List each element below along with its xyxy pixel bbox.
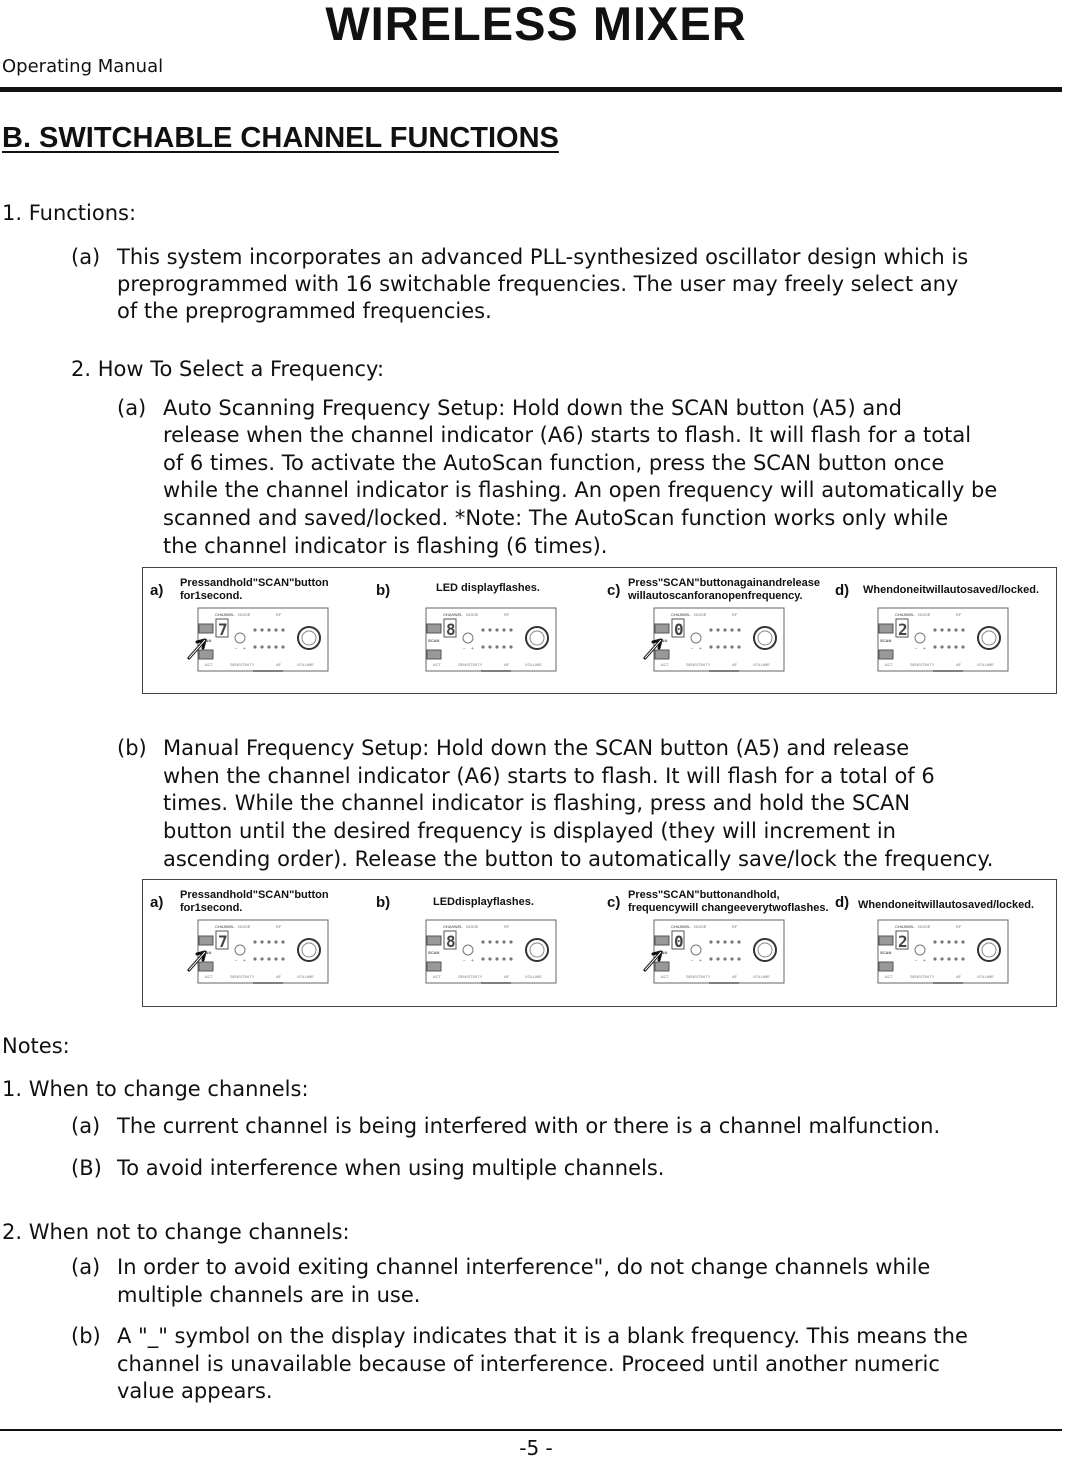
when-not-b-line-1: A "_" symbol on the display indicates that it is a blank frequency. This means the [117, 1324, 968, 1348]
when-not-a-label: (a) [71, 1255, 101, 1279]
af-label: AF [276, 662, 282, 667]
auto-line-5: scanned and saved/locked. *Note: The AutoScan function works only while [163, 506, 949, 530]
auto-line-1: Auto Scanning Frequency Setup: Hold down the SCAN button (A5) and [163, 396, 902, 420]
led-dot [947, 940, 950, 943]
led-dot [260, 645, 263, 648]
step-caption: LED displayflashes. [436, 582, 540, 594]
led-dot [502, 628, 505, 631]
led-dot [281, 645, 284, 648]
step-letter: d) [835, 582, 850, 599]
noise-label: NOISE [238, 612, 251, 617]
plus-label: + [699, 958, 702, 964]
led-dot [509, 957, 512, 960]
channel-digit: 0 [674, 932, 684, 951]
manual-line-5: ascending order). Release the button to automatically save/lock the frequency. [163, 847, 994, 871]
act-button [655, 650, 669, 659]
led-dot [954, 645, 957, 648]
act-label: ACT [885, 974, 893, 979]
auto-line-4: while the channel indicator is flashing. An open frequency will automatically be [163, 478, 998, 502]
receiver-panel [183, 918, 333, 988]
step-caption: LEDdisplayflashes. [433, 896, 534, 908]
led-dot [481, 940, 484, 943]
rf-label: RF [732, 924, 738, 929]
led-dot [940, 957, 943, 960]
volume-knob-inner [982, 631, 996, 645]
led-dot [709, 957, 712, 960]
channel-digit: 8 [446, 620, 456, 639]
led-dot [495, 940, 498, 943]
rf-label: RF [956, 924, 962, 929]
led-dot [481, 957, 484, 960]
led-dot [933, 645, 936, 648]
when-change-a-label: (a) [71, 1114, 101, 1138]
scan-button [879, 624, 893, 633]
led-dot [267, 645, 270, 648]
act-button [879, 650, 893, 659]
notes-heading: Notes: [2, 1034, 70, 1058]
volume-knob-inner [302, 631, 316, 645]
led-dot [260, 957, 263, 960]
functions-a-line-1: This system incorporates an advanced PLL-synthesized oscillator design which is [117, 245, 969, 269]
led-dot [730, 940, 733, 943]
minus-label: − [915, 646, 918, 652]
document-title: WIRELESS MIXER [325, 0, 747, 50]
led-dot [947, 957, 950, 960]
manual-line-1: Manual Frequency Setup: Hold down the SCAN button (A5) and release [163, 736, 910, 760]
led-dot [488, 940, 491, 943]
led-dot [488, 628, 491, 631]
led-dot [260, 940, 263, 943]
receiver-panel [863, 918, 1013, 988]
page-number: -5 - [519, 1436, 553, 1460]
af-label: AF [732, 662, 738, 667]
af-label: AF [504, 974, 510, 979]
channel-digit: 7 [218, 620, 228, 639]
header-rule [0, 87, 1062, 92]
led-dot [274, 628, 277, 631]
sensitivity-knob [915, 945, 925, 955]
volume-label: VOLUME [753, 662, 770, 667]
led-dot [281, 957, 284, 960]
led-dot [730, 645, 733, 648]
channel-label: CHANNEL [895, 924, 915, 929]
scan-button [655, 624, 669, 633]
led-dot [274, 940, 277, 943]
led-dot [961, 645, 964, 648]
led-dot [737, 940, 740, 943]
step-letter: b) [376, 894, 391, 911]
led-dot [947, 628, 950, 631]
volume-label: VOLUME [753, 974, 770, 979]
led-dot [716, 957, 719, 960]
minus-label: − [235, 646, 238, 652]
minus-label: − [235, 958, 238, 964]
scan-label: SCAN [656, 638, 668, 643]
step-letter: c) [607, 582, 621, 599]
led-dot [947, 645, 950, 648]
panel-a [189, 608, 328, 671]
led-dot [940, 628, 943, 631]
led-dot [723, 645, 726, 648]
functions-a-label: (a) [71, 245, 101, 269]
led-dot [502, 957, 505, 960]
led-dot [495, 628, 498, 631]
panel-b [426, 920, 556, 983]
auto-line-2: release when the channel indicator (A6) starts to flash. It will flash for a total [163, 423, 972, 447]
act-label: ACT [205, 974, 213, 979]
led-dot [940, 645, 943, 648]
led-dot [709, 645, 712, 648]
when-not-b-label: (b) [71, 1324, 101, 1348]
scan-button [879, 936, 893, 945]
channel-digit: 2 [898, 932, 908, 951]
sensitivity-label: SENSITIVITY [458, 974, 483, 979]
sensitivity-label: SENSITIVITY [230, 974, 255, 979]
minus-label: − [915, 958, 918, 964]
figure-autoscan [142, 567, 1057, 694]
minus-label: − [691, 646, 694, 652]
scan-label: SCAN [880, 638, 892, 643]
led-dot [281, 628, 284, 631]
led-dot [940, 940, 943, 943]
noise-label: NOISE [694, 924, 707, 929]
led-dot [716, 628, 719, 631]
volume-label: VOLUME [297, 974, 314, 979]
plus-label: + [243, 646, 246, 652]
noise-label: NOISE [466, 612, 479, 617]
led-dot [933, 957, 936, 960]
channel-digit: 0 [674, 620, 684, 639]
led-dot [709, 940, 712, 943]
led-dot [267, 628, 270, 631]
volume-knob-inner [758, 943, 772, 957]
act-label: ACT [433, 662, 441, 667]
when-change-b-text: To avoid interference when using multiple channels. [117, 1156, 665, 1180]
sensitivity-knob [915, 633, 925, 643]
scan-label: SCAN [200, 638, 212, 643]
act-label: ACT [433, 974, 441, 979]
led-dot [737, 645, 740, 648]
af-label: AF [504, 662, 510, 667]
led-dot [730, 957, 733, 960]
plus-label: + [923, 958, 926, 964]
scan-label: SCAN [656, 950, 668, 955]
led-dot [253, 645, 256, 648]
sensitivity-knob [463, 633, 473, 643]
step-caption: for1second. [180, 590, 243, 602]
led-dot [481, 628, 484, 631]
sensitivity-knob [463, 945, 473, 955]
document-subtitle: Operating Manual [2, 56, 164, 77]
volume-label: VOLUME [525, 974, 542, 979]
auto-line-6: the channel indicator is flashing (6 times). [163, 534, 608, 558]
channel-label: CHANNEL [443, 924, 463, 929]
volume-label: VOLUME [977, 662, 994, 667]
channel-label: CHANNEL [895, 612, 915, 617]
receiver-panel [411, 606, 561, 676]
led-dot [253, 940, 256, 943]
channel-label: CHANNEL [215, 612, 235, 617]
when-not-heading: 2. When not to change channels: [2, 1220, 350, 1244]
act-label: ACT [885, 662, 893, 667]
when-change-a-text: The current channel is being interfered with or there is a channel malfunction. [117, 1114, 941, 1138]
step-caption: Press"SCAN"buttonandhold, [628, 889, 780, 901]
led-dot [509, 645, 512, 648]
sensitivity-label: SENSITIVITY [458, 662, 483, 667]
sensitivity-label: SENSITIVITY [910, 974, 935, 979]
af-label: AF [956, 974, 962, 979]
led-dot [253, 628, 256, 631]
led-dot [502, 940, 505, 943]
volume-knob-inner [758, 631, 772, 645]
led-dot [730, 628, 733, 631]
act-label: ACT [205, 662, 213, 667]
led-dot [509, 940, 512, 943]
led-dot [481, 645, 484, 648]
led-dot [281, 940, 284, 943]
led-dot [495, 645, 498, 648]
led-dot [723, 957, 726, 960]
noise-label: NOISE [918, 924, 931, 929]
when-change-heading: 1. When to change channels: [2, 1077, 309, 1101]
channel-digit: 8 [446, 932, 456, 951]
step-caption: frequencywill changeeverytwoflashes. [628, 902, 829, 914]
section-heading: B. SWITCHABLE CHANNEL FUNCTIONS [2, 122, 559, 154]
sensitivity-label: SENSITIVITY [686, 974, 711, 979]
led-dot [709, 628, 712, 631]
scan-button [655, 936, 669, 945]
led-dot [260, 628, 263, 631]
sensitivity-knob [235, 945, 245, 955]
led-dot [253, 957, 256, 960]
channel-digit: 2 [898, 620, 908, 639]
receiver-panel [183, 606, 333, 676]
panel-b [426, 608, 556, 671]
minus-label: − [463, 646, 466, 652]
figure-manual [142, 879, 1057, 1007]
led-dot [509, 628, 512, 631]
af-label: AF [732, 974, 738, 979]
scan-button [427, 936, 441, 945]
led-dot [723, 940, 726, 943]
led-dot [274, 645, 277, 648]
channel-label: CHANNEL [671, 612, 691, 617]
receiver-panel [639, 606, 789, 676]
plus-label: + [471, 958, 474, 964]
channel-label: CHANNEL [215, 924, 235, 929]
sensitivity-label: SENSITIVITY [910, 662, 935, 667]
led-dot [737, 628, 740, 631]
receiver-panel [411, 918, 561, 988]
step-caption: willautoscanforanopenfrequency. [628, 590, 803, 602]
volume-knob-inner [530, 943, 544, 957]
af-label: AF [956, 662, 962, 667]
act-button [427, 962, 441, 971]
volume-label: VOLUME [297, 662, 314, 667]
led-dot [267, 940, 270, 943]
step-letter: a) [150, 582, 164, 599]
step-caption: Whendoneitwillautosaved/locked. [863, 584, 1040, 596]
scan-label: SCAN [428, 638, 440, 643]
when-not-a-line-2: multiple channels are in use. [117, 1283, 421, 1307]
sensitivity-label: SENSITIVITY [686, 662, 711, 667]
scan-button [199, 936, 213, 945]
manual-line-3: times. While the channel indicator is flashing, press and hold the SCAN [163, 791, 911, 815]
plus-label: + [243, 958, 246, 964]
receiver-panel [639, 918, 789, 988]
act-label: ACT [661, 974, 669, 979]
led-dot [933, 628, 936, 631]
rf-label: RF [276, 924, 282, 929]
when-not-a-line-1: In order to avoid exiting channel interference", do not change channels while [117, 1255, 931, 1279]
led-dot [961, 940, 964, 943]
minus-label: − [691, 958, 694, 964]
sensitivity-knob [691, 633, 701, 643]
led-dot [502, 645, 505, 648]
rf-label: RF [732, 612, 738, 617]
volume-label: VOLUME [977, 974, 994, 979]
auto-line-3: of 6 times. To activate the AutoScan function, press the SCAN button once [163, 451, 945, 475]
step-letter: c) [607, 894, 621, 911]
manual-line-2: when the channel indicator (A6) starts to flash. It will flash for a total of 6 [163, 764, 935, 788]
auto-label: (a) [117, 396, 147, 420]
act-button [427, 650, 441, 659]
led-dot [488, 957, 491, 960]
led-dot [267, 957, 270, 960]
panel-c [645, 920, 784, 983]
functions-heading: 1. Functions: [2, 201, 137, 225]
led-dot [716, 940, 719, 943]
manual-line-4: button until the desired frequency is displayed (they will increment in [163, 819, 896, 843]
panel-a [189, 920, 328, 983]
channel-label: CHANNEL [443, 612, 463, 617]
when-change-b-label: (B) [71, 1156, 102, 1180]
volume-knob-inner [302, 943, 316, 957]
panel-d [878, 920, 1008, 983]
rf-label: RF [504, 924, 510, 929]
receiver-panel [863, 606, 1013, 676]
act-label: ACT [661, 662, 669, 667]
step-letter: a) [150, 894, 164, 911]
plus-label: + [699, 646, 702, 652]
panel-c [645, 608, 784, 671]
sensitivity-label: SENSITIVITY [230, 662, 255, 667]
functions-a-line-3: of the preprogrammed frequencies. [117, 299, 492, 323]
when-not-b-line-3: value appears. [117, 1379, 273, 1403]
step-letter: d) [835, 894, 850, 911]
panel-d [878, 608, 1008, 671]
functions-a-line-2: preprogrammed with 16 switchable frequencies. The user may freely select any [117, 272, 959, 296]
step-letter: b) [376, 582, 391, 599]
rf-label: RF [276, 612, 282, 617]
sensitivity-knob [691, 945, 701, 955]
act-button [199, 650, 213, 659]
volume-knob-inner [982, 943, 996, 957]
led-dot [274, 957, 277, 960]
channel-digit: 7 [218, 932, 228, 951]
noise-label: NOISE [238, 924, 251, 929]
step-caption: Whendoneitwillautosaved/locked. [858, 899, 1035, 911]
scan-label: SCAN [880, 950, 892, 955]
led-dot [723, 628, 726, 631]
volume-label: VOLUME [525, 662, 542, 667]
led-dot [954, 940, 957, 943]
channel-label: CHANNEL [671, 924, 691, 929]
plus-label: + [923, 646, 926, 652]
scan-button [199, 624, 213, 633]
step-caption: Pressandhold"SCAN"button [180, 889, 329, 901]
step-caption: Press"SCAN"buttonagainandrelease [628, 577, 820, 589]
led-dot [954, 628, 957, 631]
led-dot [716, 645, 719, 648]
af-label: AF [276, 974, 282, 979]
scan-label: SCAN [200, 950, 212, 955]
act-button [199, 962, 213, 971]
act-button [655, 962, 669, 971]
rf-label: RF [956, 612, 962, 617]
noise-label: NOISE [694, 612, 707, 617]
act-button [879, 962, 893, 971]
led-dot [495, 957, 498, 960]
led-dot [737, 957, 740, 960]
sensitivity-knob [235, 633, 245, 643]
led-dot [933, 940, 936, 943]
scan-label: SCAN [428, 950, 440, 955]
led-dot [961, 957, 964, 960]
manual-label: (b) [117, 736, 147, 760]
step-caption: for1second. [180, 902, 243, 914]
step-caption: Pressandhold"SCAN"button [180, 577, 329, 589]
noise-label: NOISE [466, 924, 479, 929]
plus-label: + [471, 646, 474, 652]
scan-button [427, 624, 441, 633]
volume-knob-inner [530, 631, 544, 645]
led-dot [961, 628, 964, 631]
rf-label: RF [504, 612, 510, 617]
noise-label: NOISE [918, 612, 931, 617]
minus-label: − [463, 958, 466, 964]
howto-heading: 2. How To Select a Frequency: [71, 357, 385, 381]
led-dot [954, 957, 957, 960]
when-not-b-line-2: channel is unavailable because of interference. Proceed until another numeric [117, 1352, 940, 1376]
footer-rule [0, 1429, 1062, 1431]
led-dot [488, 645, 491, 648]
